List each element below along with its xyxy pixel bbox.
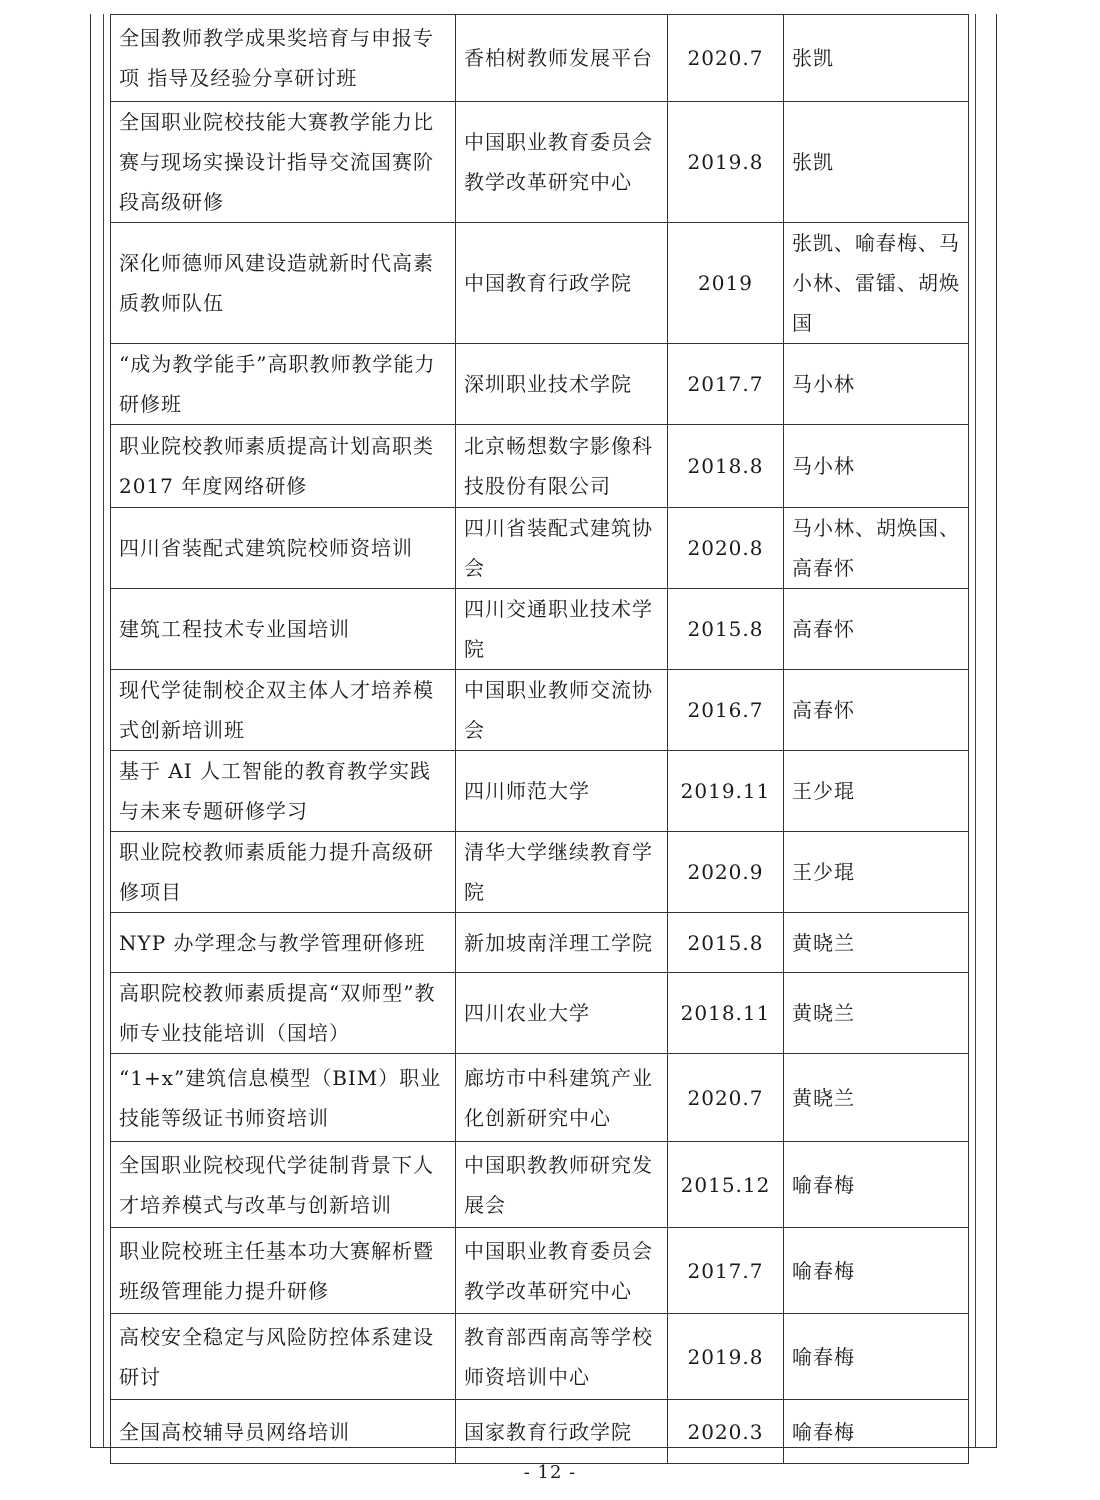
course-name-cell: 全国职业院校现代学徒制背景下人才培养模式与改革与创新培训 [111, 1142, 456, 1228]
organizer-cell: 中国教育行政学院 [456, 223, 668, 344]
date-cell: 2018.8 [668, 425, 784, 508]
date-cell: 2020.9 [668, 832, 784, 913]
course-name-cell: NYP 办学理念与教学管理研修班 [111, 913, 456, 973]
course-name-cell: 全国教师教学成果奖培育与申报专项 指导及经验分享研讨班 [111, 15, 456, 102]
date-cell: 2015.8 [668, 913, 784, 973]
course-name-cell: 建筑工程技术专业国培训 [111, 589, 456, 670]
table-row [111, 1314, 969, 1400]
table-row [111, 425, 969, 508]
date-cell: 2017.7 [668, 1228, 784, 1314]
course-name-cell: 全国高校辅导员网络培训 [111, 1400, 456, 1464]
course-name-cell: 职业院校教师素质能力提升高级研修项目 [111, 832, 456, 913]
table-row [111, 973, 969, 1054]
table-row [111, 913, 969, 973]
participants-cell: 喻春梅 [784, 1228, 969, 1314]
table-row [111, 1142, 969, 1228]
participants-cell: 马小林 [784, 344, 969, 425]
table-row [111, 344, 969, 425]
organizer-cell: 北京畅想数字影像科技股份有限公司 [456, 425, 668, 508]
table-body [111, 15, 969, 1464]
course-name-cell: 基于 AI 人工智能的教育教学实践与未来专题研修学习 [111, 751, 456, 832]
participants-cell: 张凯、喻春梅、马小林、雷镭、胡焕国 [784, 223, 969, 344]
course-name-cell: 四川省装配式建筑院校师资培训 [111, 508, 456, 589]
page-number: - 12 - [523, 1462, 577, 1483]
date-cell: 2015.8 [668, 589, 784, 670]
course-name-cell: 全国职业院校技能大赛教学能力比赛与现场实操设计指导交流国赛阶段高级研修 [111, 102, 456, 223]
date-cell: 2019.8 [668, 1314, 784, 1400]
table-row [111, 1228, 969, 1314]
organizer-cell: 中国职教教师研究发展会 [456, 1142, 668, 1228]
course-name-cell: 职业院校班主任基本功大赛解析暨班级管理能力提升研修 [111, 1228, 456, 1314]
course-name-cell: 现代学徒制校企双主体人才培养模式创新培训班 [111, 670, 456, 751]
participants-cell: 张凯 [784, 102, 969, 223]
organizer-cell: 四川农业大学 [456, 973, 668, 1054]
participants-cell: 王少琨 [784, 832, 969, 913]
table-row [111, 832, 969, 913]
date-cell: 2020.7 [668, 15, 784, 102]
organizer-cell: 新加坡南洋理工学院 [456, 913, 668, 973]
participants-cell: 马小林、胡焕国、高春怀 [784, 508, 969, 589]
organizer-cell: 香柏树教师发展平台 [456, 15, 668, 102]
participants-cell: 喻春梅 [784, 1314, 969, 1400]
course-name-cell: “1+x”建筑信息模型（BIM）职业技能等级证书师资培训 [111, 1054, 456, 1142]
organizer-cell: 四川师范大学 [456, 751, 668, 832]
organizer-cell: 四川省装配式建筑协会 [456, 508, 668, 589]
table-row [111, 102, 969, 223]
date-cell: 2020.3 [668, 1400, 784, 1464]
organizer-cell: 中国职业教师交流协会 [456, 670, 668, 751]
frame-rule-right [975, 14, 976, 1447]
date-cell: 2018.11 [668, 973, 784, 1054]
date-cell: 2019.8 [668, 102, 784, 223]
participants-cell: 喻春梅 [784, 1142, 969, 1228]
participants-cell: 黄晓兰 [784, 913, 969, 973]
organizer-cell: 中国职业教育委员会教学改革研究中心 [456, 1228, 668, 1314]
date-cell: 2017.7 [668, 344, 784, 425]
frame-rule-left [103, 14, 104, 1447]
table-row [111, 670, 969, 751]
organizer-cell: 四川交通职业技术学院 [456, 589, 668, 670]
participants-cell: 黄晓兰 [784, 1054, 969, 1142]
course-name-cell: 职业院校教师素质提高计划高职类 2017 年度网络研修 [111, 425, 456, 508]
table-row [111, 1054, 969, 1142]
date-cell: 2015.12 [668, 1142, 784, 1228]
participants-cell: 高春怀 [784, 670, 969, 751]
training-records-table [110, 14, 969, 1464]
course-name-cell: 高职院校教师素质提高“双师型”教师专业技能培训（国培） [111, 973, 456, 1054]
participants-cell: 张凯 [784, 15, 969, 102]
table-row [111, 15, 969, 102]
table-row [111, 589, 969, 670]
table-row [111, 508, 969, 589]
organizer-cell: 清华大学继续教育学院 [456, 832, 668, 913]
course-name-cell: 深化师德师风建设造就新时代高素质教师队伍 [111, 223, 456, 344]
participants-cell: 黄晓兰 [784, 973, 969, 1054]
organizer-cell: 教育部西南高等学校师资培训中心 [456, 1314, 668, 1400]
organizer-cell: 国家教育行政学院 [456, 1400, 668, 1464]
table-row [111, 751, 969, 832]
participants-cell: 王少琨 [784, 751, 969, 832]
table-row [111, 223, 969, 344]
date-cell: 2016.7 [668, 670, 784, 751]
organizer-cell: 廊坊市中科建筑产业化创新研究中心 [456, 1054, 668, 1142]
date-cell: 2019 [668, 223, 784, 344]
date-cell: 2020.7 [668, 1054, 784, 1142]
organizer-cell: 中国职业教育委员会教学改革研究中心 [456, 102, 668, 223]
course-name-cell: 高校安全稳定与风险防控体系建设研讨 [111, 1314, 456, 1400]
participants-cell: 高春怀 [784, 589, 969, 670]
table-row [111, 1400, 969, 1464]
organizer-cell: 深圳职业技术学院 [456, 344, 668, 425]
participants-cell: 马小林 [784, 425, 969, 508]
participants-cell: 喻春梅 [784, 1400, 969, 1464]
date-cell: 2020.8 [668, 508, 784, 589]
date-cell: 2019.11 [668, 751, 784, 832]
course-name-cell: “成为教学能手”高职教师教学能力研修班 [111, 344, 456, 425]
